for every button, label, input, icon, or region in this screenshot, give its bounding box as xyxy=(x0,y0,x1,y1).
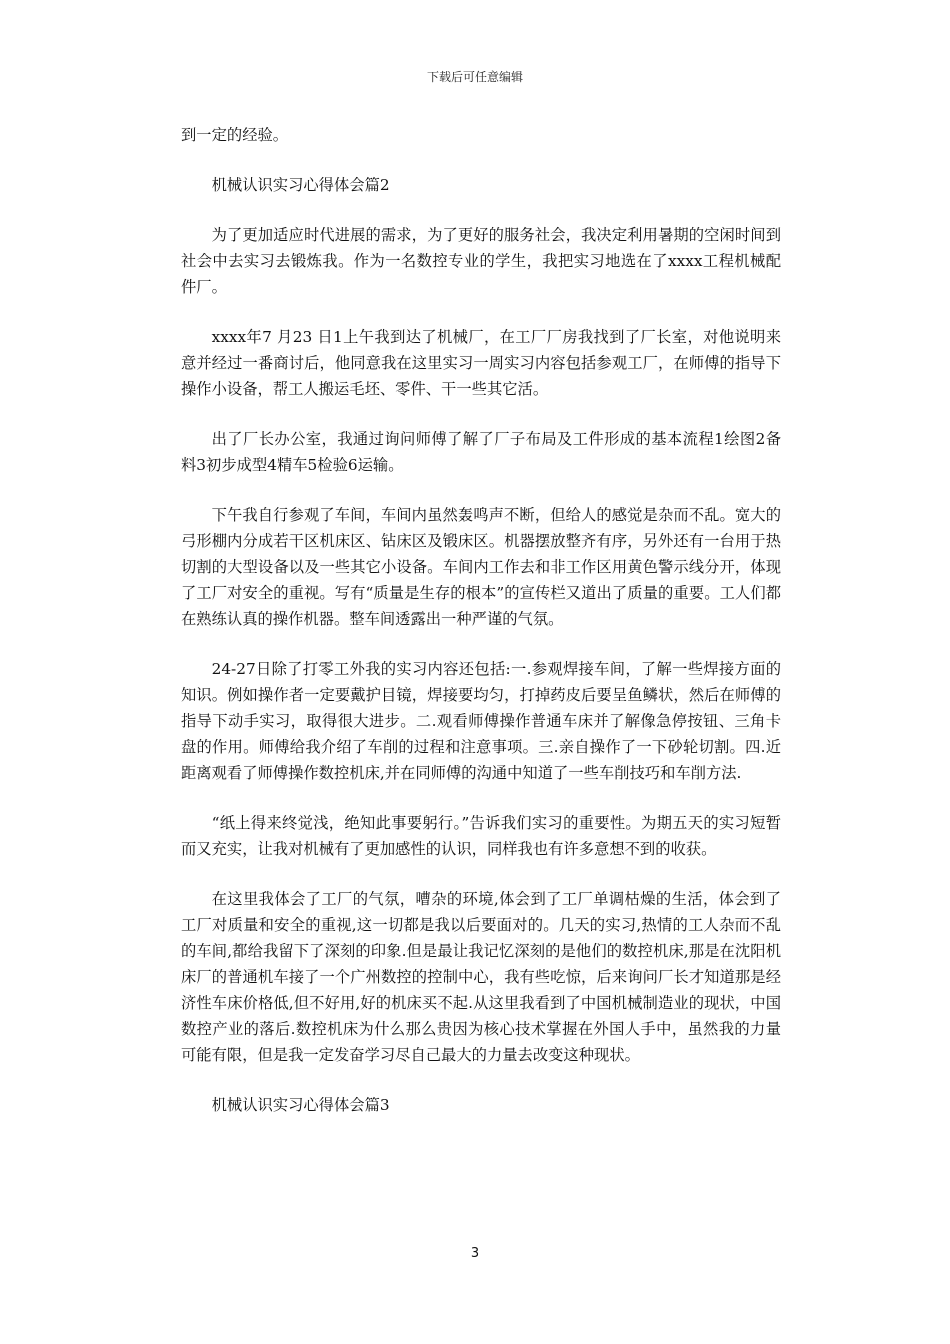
paragraph-2: xxxx年7 月23 日1上午我到达了机械厂，在工厂厂房我找到了厂长室，对他说明来意并经过一番商讨后，他同意我在这里实习一周实习内容包括参观工厂，在师傅的指导下操作小设备，帮工人搬运毛坯、零件、干一些其它活。 xyxy=(181,328,781,398)
paragraph-1: 为了更加适应时代进展的需求，为了更好的服务社会，我决定利用暑期的空闲时间到社会中去实习去锻炼我。作为一名数控专业的学生，我把实习地选在了xxxx工程机械配件厂。 xyxy=(181,226,781,296)
paragraph-6: “纸上得来终觉浅，绝知此事要躬行。”告诉我们实习的重要性。为期五天的实习短暂而又充实，让我对机械有了更加感性的认识，同样我也有许多意想不到的收获。 xyxy=(181,814,781,858)
paragraph-7: 在这里我体会了工厂的气氛，嘈杂的环境,体会到了工厂单调枯燥的生活，体会到了工厂对质量和安全的重视,这一切都是我以后要面对的。几天的实习,热情的工人杂而不乱的车间,都给我留下了深刻的印象.但是最让我记忆深刻的是他们的数控机床,那是在沈阳机床厂的普通机车接了一个广州数控的控制中心，我有些吃惊，后来询问厂长才知道那是经济性车床价格低,但不好用,好的机床买不起.从这里我看到了中国机械制造业的现状，中国数控产业的落后.数控机床为什么那么贵因为核心技术掌握在外国人手中，虽然我的力量可能有限，但是我一定发奋学习尽自己最大的力量去改变这种现状。 xyxy=(181,890,781,1064)
page-number: 3 xyxy=(470,1246,480,1261)
paragraph-3: 出了厂长办公室，我通过询问师傅了解了厂子布局及工件形成的基本流程1绘图2备料3初步成型4精车5检验6运输。 xyxy=(181,430,781,474)
document-body xyxy=(181,122,781,1142)
section-heading-2: 机械认识实习心得体会篇2 xyxy=(211,176,390,194)
paragraph-5: 24-27日除了打零工外我的实习内容还包括:一.参观焊接车间，了解一些焊接方面的知识。例如操作者一定要戴护目镜，焊接要均匀，打掉药皮后要呈鱼鳞状，然后在师傅的指导下动手实习，取得很大进步。二.观看师傅操作普通车床并了解像急停按钮、三角卡盘的作用。师傅给我介绍了车削的过程和注意事项。三.亲自操作了一下砂轮切割。四.近距离观看了师傅操作数控机床,并在同师傅的沟通中知道了一些车削技巧和车削方法. xyxy=(181,660,781,782)
page-header: 下载后可任意编辑 xyxy=(426,70,523,84)
paragraph-4: 下午我自行参观了车间，车间内虽然轰鸣声不断，但给人的感觉是杂而不乱。宽大的弓形棚内分成若干区机床区、钻床区及锻床区。机器摆放整齐有序，另外还有一台用于热切割的大型设备以及一些其它小设备。车间内工作去和非工作区用黄色警示线分开，体现了工厂对安全的重视。写有“质量是生存的根本”的宣传栏又道出了质量的重要。工人们都在熟练认真的操作机器。整车间透露出一种严谨的气氛。 xyxy=(181,506,781,628)
section-heading-3: 机械认识实习心得体会篇3 xyxy=(211,1096,390,1114)
paragraph-continuation: 到一定的经验。 xyxy=(181,126,289,144)
